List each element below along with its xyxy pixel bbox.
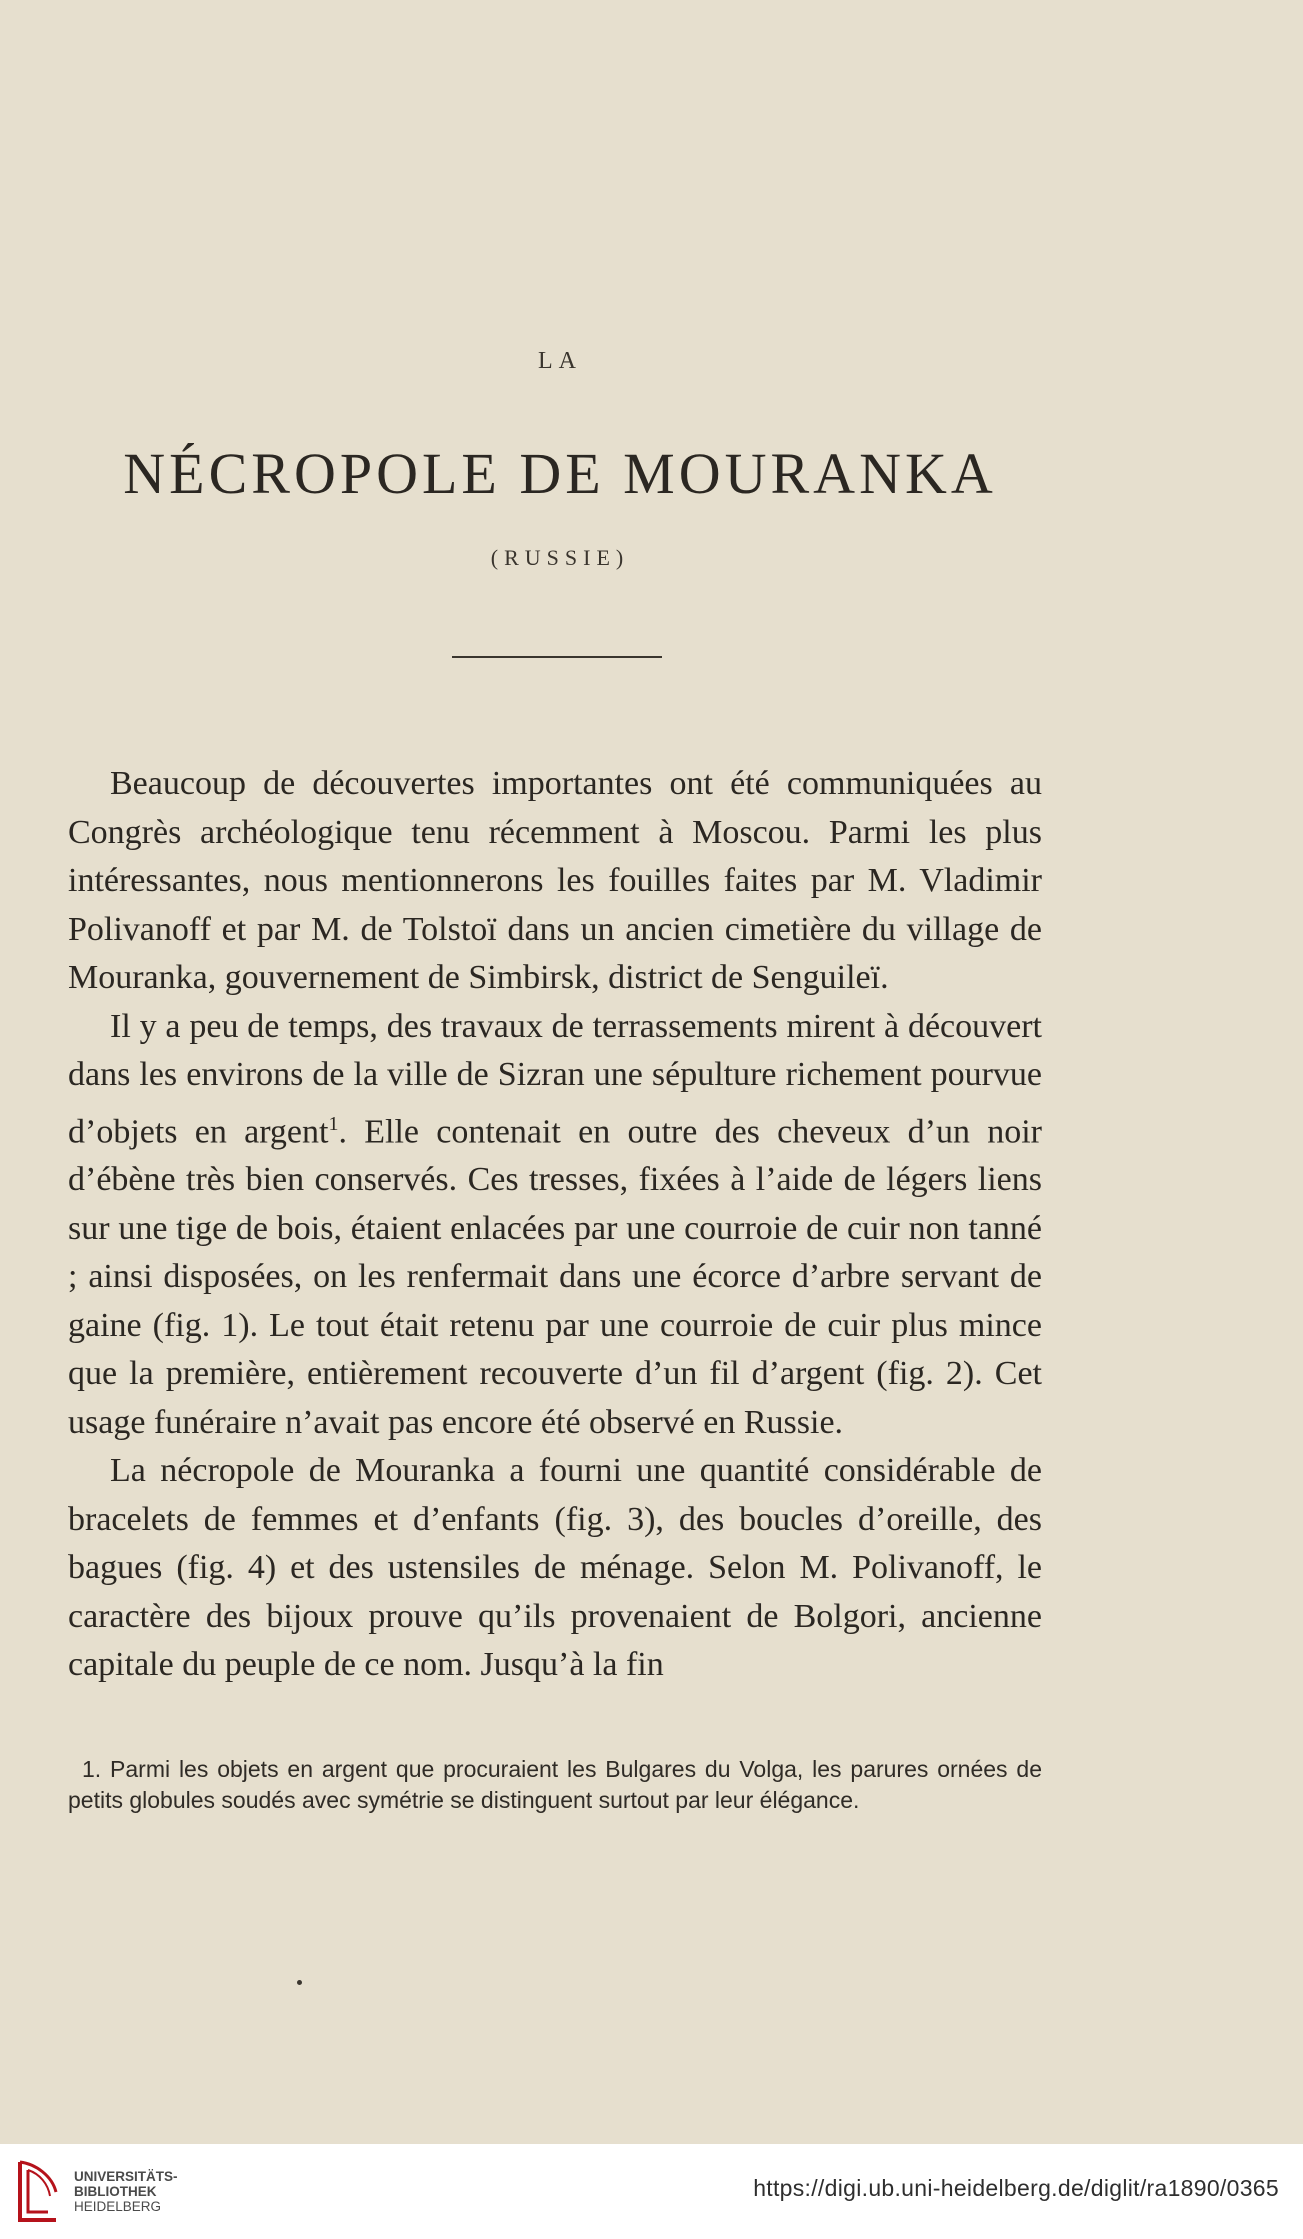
- footnote-reference: 1: [328, 1112, 339, 1135]
- library-logo-icon: [12, 2156, 64, 2226]
- paragraph-1: Beaucoup de découvertes importantes ont été communiquées au Congrès archéologique tenu récemment à Moscou. Parmi les plus intéressantes, nous mentionnerons les fouilles faites par M. Vladimir Polivanoff et par M. de Tolstoï dans un ancien cimetière du village de Mouranka, gouvernement de Simbirsk, district de Senguileï.: [68, 765, 1042, 996]
- logo-line-1: UNIVERSITÄTS-: [74, 2168, 178, 2184]
- paragraph-2: [68, 1003, 1042, 1448]
- footnote-text: 1. Parmi les objets en argent que procuraient les Bulgares du Volga, les parures ornées de petits globules soudés avec symétrie se distinguent surtout par leur élégance.: [68, 1756, 1042, 1813]
- page-subtitle: (RUSSIE): [490, 545, 630, 570]
- paragraph-3: La nécropole de Mouranka a fourni une quantité considérable de bracelets de femmes et d’enfants (fig. 3), des boucles d’oreille, des bagues (fig. 4) et des ustensiles de ménage. Selon M. Polivanoff, le caractère des bijoux prouve qu’ils provenaient de Bolgori, ancienne capitale du peuple de ce nom. Jusqu’à la fin: [68, 1452, 1042, 1684]
- footnote: [68, 1754, 1042, 1816]
- ink-speck: [297, 1980, 302, 1985]
- library-logo[interactable]: [12, 2156, 178, 2226]
- paragraph-2-start: Il y a peu de temps, des travaux de terrassements mirent à découvert dans les environs de la ville de Sizran une sépulture richement pourvue d’objets en argent: [68, 1007, 1042, 1150]
- article-body: [68, 760, 1042, 1690]
- title-divider: [452, 656, 662, 658]
- title-kicker: LA: [538, 348, 582, 374]
- logo-line-2: BIBLIOTHEK: [74, 2183, 157, 2199]
- paragraph-2-end: . Elle contenait en outre des cheveux d’un noir d’ébène très bien conservés. Ces tresses, fixées à l’aide de légers liens sur une tige de bois, étaient enlacées par une courroie de cuir non tanné ; ainsi disposées, on les renfermait dans une écorce d’arbre servant de gaine (fig. 1). Le tout était retenu par une courroie de cuir plus mince que la première, entièrement recouverte d’un fil d’argent (fig. 2). Cet usage funéraire n’avait pas encore été observé en Russie.: [68, 1112, 1043, 1441]
- logo-line-3: HEIDELBERG: [74, 2198, 162, 2214]
- source-url-link[interactable]: https://digi.ub.uni-heidelberg.de/diglit/ra1890/0365: [753, 2175, 1279, 2201]
- page-title: NÉCROPOLE DE MOURANKA: [123, 441, 997, 506]
